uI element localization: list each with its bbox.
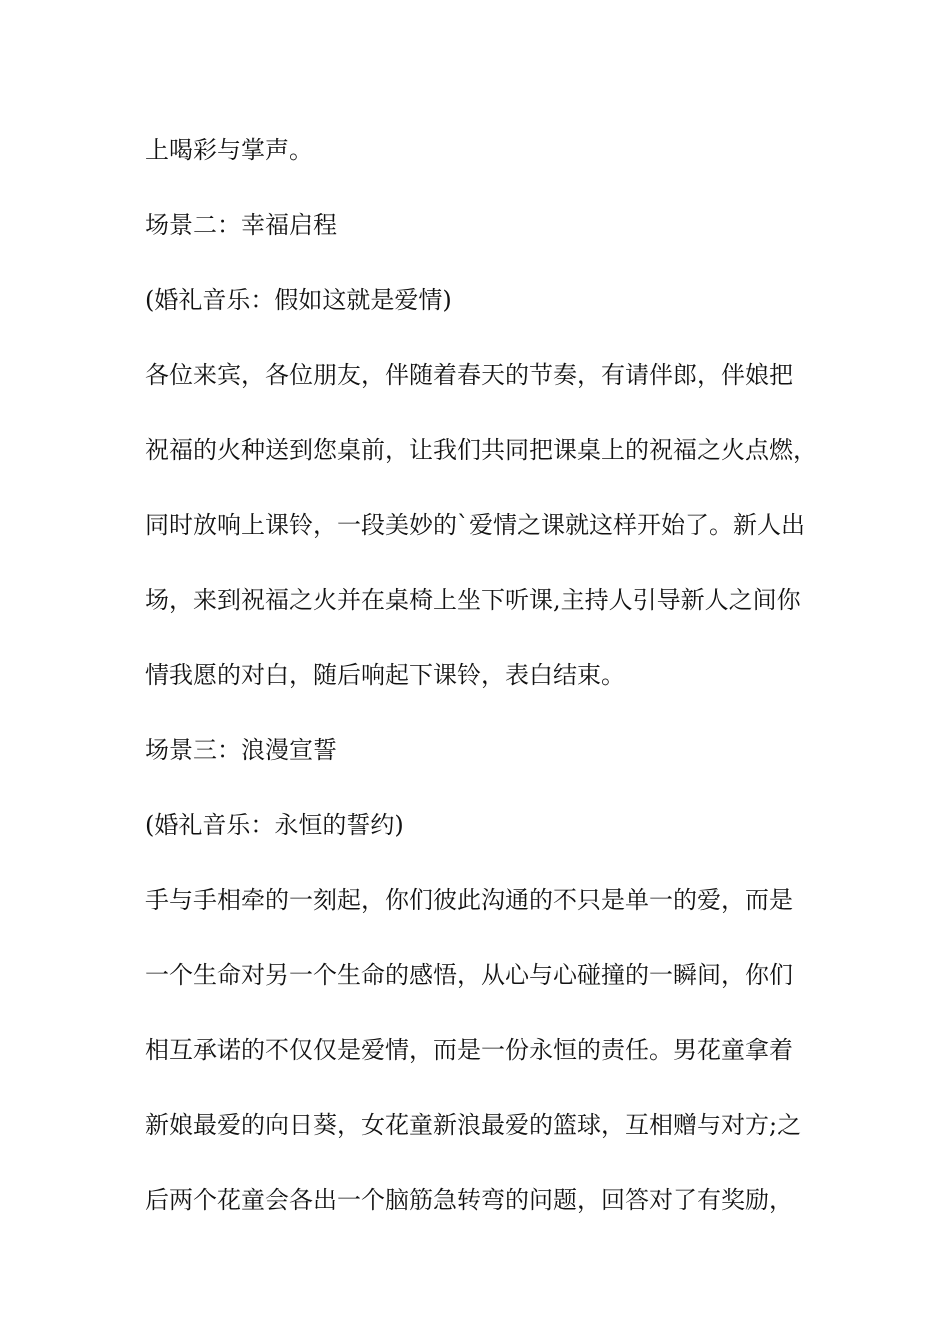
text-line: 场，来到祝福之火并在桌椅上坐下听课,主持人引导新人之间你 [145,586,801,614]
music-note: (婚礼音乐：假如这就是爱情) [145,286,452,314]
text-line: 相互承诺的不仅仅是爱情，而是一份永恒的责任。男花童拿着 [145,1036,793,1064]
section-heading: 场景二：幸福启程 [145,211,337,239]
section-heading: 场景三：浪漫宣誓 [145,736,337,764]
music-note: (婚礼音乐：永恒的誓约) [145,811,404,839]
text-line: 一个生命对另一个生命的感悟，从心与心碰撞的一瞬间，你们 [145,961,793,989]
text-line: 祝福的火种送到您桌前，让我们共同把课桌上的祝福之火点燃， [145,436,817,464]
text-line: 情我愿的对白，随后响起下课铃，表白结束。 [145,661,625,689]
text-line: 各位来宾，各位朋友，伴随着春天的节奏，有请伴郎，伴娘把 [145,361,793,389]
text-line: 手与手相牵的一刻起，你们彼此沟通的不只是单一的爱，而是 [145,886,793,914]
text-line: 后两个花童会各出一个脑筋急转弯的问题，回答对了有奖励， [145,1186,793,1214]
text-line: 新娘最爱的向日葵，女花童新浪最爱的篮球，互相赠与对方;之 [145,1111,802,1139]
text-line: 同时放响上课铃，一段美妙的`爱情之课就这样开始了。新人出 [145,511,805,539]
text-line: 上喝彩与掌声。 [145,136,313,164]
